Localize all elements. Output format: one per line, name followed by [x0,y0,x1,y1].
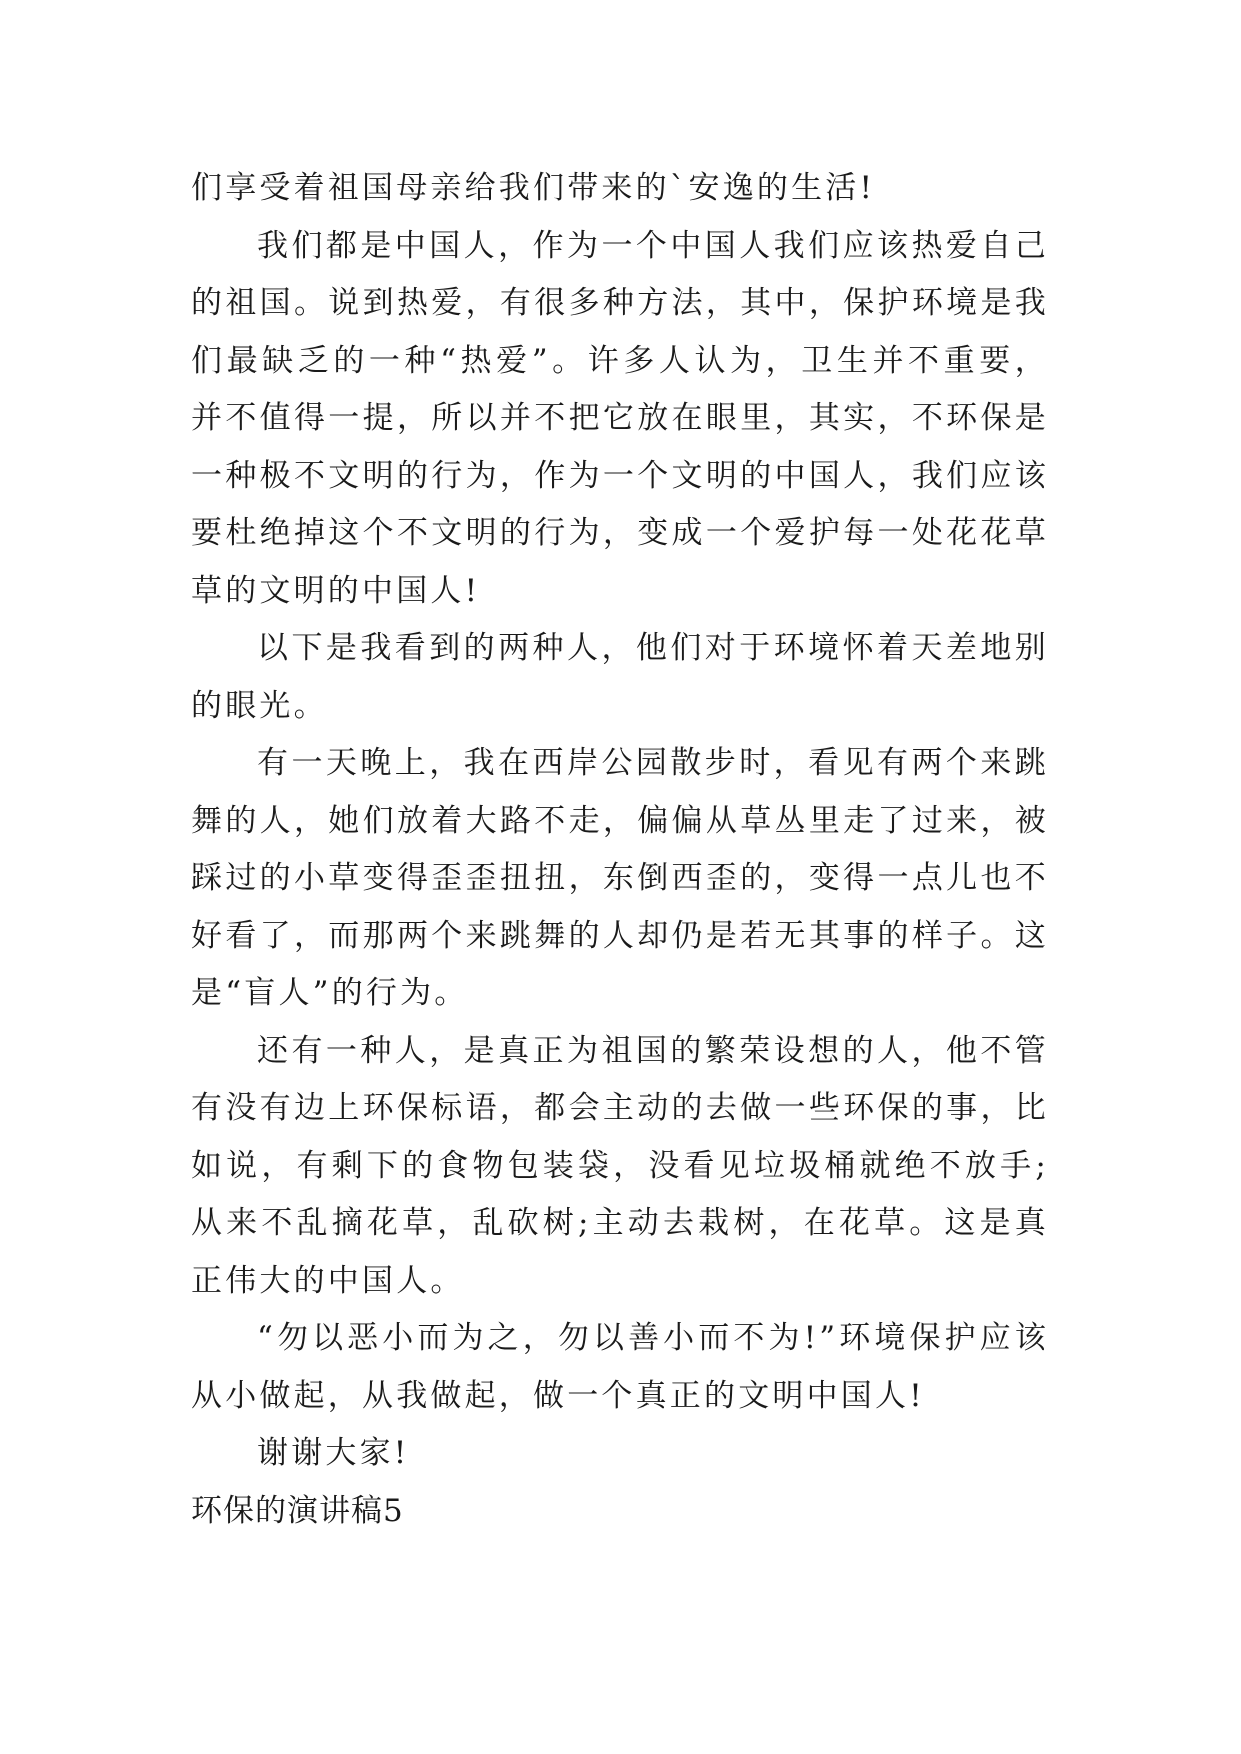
paragraph-continuation: 们享受着祖国母亲给我们带来的`安逸的生活! [191,170,876,206]
paragraph-thanks: 谢谢大家! [257,1435,410,1471]
paragraph-true-citizen: 还有一种人，是真正为祖国的繁荣设想的人，他不管有没有边上环保标语，都会主动的去做一些环保的事，比如说，有剩下的食物包装袋，没看见垃圾桶就绝不放手;从来不乱摘花草，乱砍树;主动去栽树，在花草。这是真正伟大的中国人。 [191,1032,1049,1299]
paragraph-quote: “勿以恶小而为之，勿以善小而不为!”环境保护应该从小做起，从我做起，做一个真正的文明中国人! [191,1320,1049,1414]
paragraph-love-country: 我们都是中国人，作为一个中国人我们应该热爱自己的祖国。说到热爱，有很多种方法，其中，保护环境是我们最缺乏的一种“热爱”。许多人认为，卫生并不重要，并不值得一提，所以并不把它放在眼里，其实，不环保是一种极不文明的行为，作为一个文明的中国人，我们应该要杜绝掉这个不文明的行为，变成一个爱护每一处花花草草的文明的中国人! [191,227,1049,609]
document-body [191,160,1049,1540]
paragraph-park-story: 有一天晚上，我在西岸公园散步时，看见有两个来跳舞的人，她们放着大路不走，偏偏从草丛里走了过来，被踩过的小草变得歪歪扭扭，东倒西歪的，变得一点儿也不好看了，而那两个来跳舞的人却仍是若无其事的样子。这是“盲人”的行为。 [191,745,1049,1011]
paragraph-two-kinds: 以下是我看到的两种人，他们对于环境怀着天差地别的眼光。 [191,630,1049,724]
section-heading: 环保的演讲稿5 [191,1492,404,1529]
